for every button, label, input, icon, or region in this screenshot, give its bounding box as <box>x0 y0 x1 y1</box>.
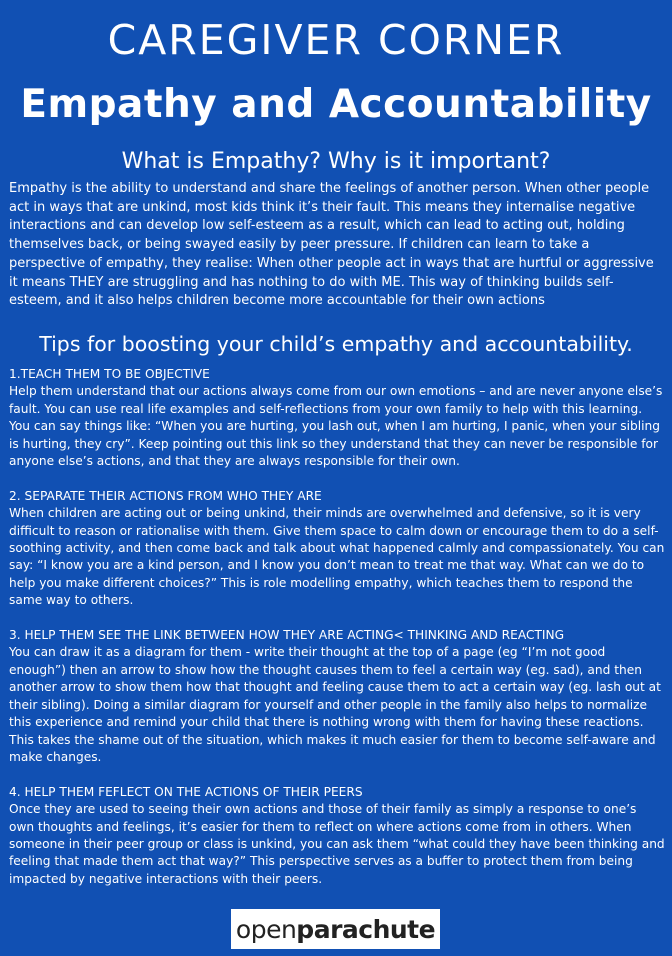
tip-title: 2. SEPARATE THEIR ACTIONS FROM WHO THEY ARE <box>9 488 322 503</box>
tip-item <box>9 627 665 766</box>
page-subtitle: Empathy and Accountability <box>20 82 652 127</box>
tip-item <box>9 488 665 610</box>
tip-title: 4. HELP THEM FEFLECT ON THE ACTIONS OF THEIR PEERS <box>9 784 363 799</box>
page-title: CAREGIVER CORNER <box>107 16 565 64</box>
tips-list <box>9 366 665 906</box>
tip-title: 3. HELP THEM SEE THE LINK BETWEEN HOW THEY ARE ACTING< THINKING AND REACTING <box>9 628 565 643</box>
logo-text-open: open <box>235 914 297 944</box>
tip-item <box>9 366 665 470</box>
tip-title: 1.TEACH THEM TO BE OBJECTIVE <box>9 367 210 381</box>
tip-body: When children are acting out or being unkind, their minds are overwhelmed and defensive, so it is very difficult to reason or rationalise with them. Give them space to calm down or encourage them to do a self-soothing activity, and then come back and talk about what happened calmly and compassionately. You can say: “I know you are a kind person, and I know you don’t mean to treat me that way. What can we do to help you make different choices?” This is role modelling empathy, which teaches them to respond the same way to others. <box>9 506 665 608</box>
tip-body: Help them understand that our actions always come from our own emotions – and are never anyone else’s fault. You can use real life examples and self-reflections from your own family to help with this learning. You can say things like: “When you are hurting, you lash out, when I am hurting, I panic, when your sibling is hurting, they cry”. Keep pointing out this link so they understand that they can never be responsible for anyone else’s actions, and that they are always responsible for their own. <box>9 384 663 469</box>
tips-heading: Tips for boosting your child’s empathy and accountability. <box>39 332 633 356</box>
empathy-body: Empathy is the ability to understand and share the feelings of another person. When other people act in ways that are unkind, most kids think it’s their fault. This means they internalise negative interactions and can develop low self-esteem as a result, which can lead to acting out, holding themselves back, or being swayed easily by peer pressure. If children can learn to take a perspective of empathy, they realise: When other people act in ways that are hurtful or aggressive it means THEY are struggling and has nothing to do with ME. This way of thinking builds self-esteem, and it also helps children become more accountable for their own actions <box>9 181 654 309</box>
openparachute-logo <box>231 909 440 949</box>
logo-text-parachute: parachute <box>296 914 436 944</box>
empathy-heading: What is Empathy? Why is it important? <box>121 149 551 174</box>
tip-item <box>9 784 665 888</box>
tip-body: You can draw it as a diagram for them - write their thought at the top of a page (eg “I’m not good enough”) then an arrow to show how the thought causes them to feel a certain way (eg. sad), and then another arrow to show them how that thought and feeling cause them to act a certain way (eg. lash out at their sibling). Doing a similar diagram for yourself and other people in the family also helps to normalize this experience and remind your child that there is nothing wrong with them for having these reactions. This takes the shame out of the situation, which makes it much easier for them to become self-aware and make changes. <box>9 645 661 764</box>
tip-body: Once they are used to seeing their own actions and those of their family as simply a response to one’s own thoughts and feelings, it’s easier for them to reflect on where actions come from in others. When someone in their peer group or class is unkind, you can ask them “what could they have been thinking and feeling that made them act that way?” This perspective serves as a buffer to protect them from being impacted by negative interactions with their peers. <box>9 802 665 886</box>
